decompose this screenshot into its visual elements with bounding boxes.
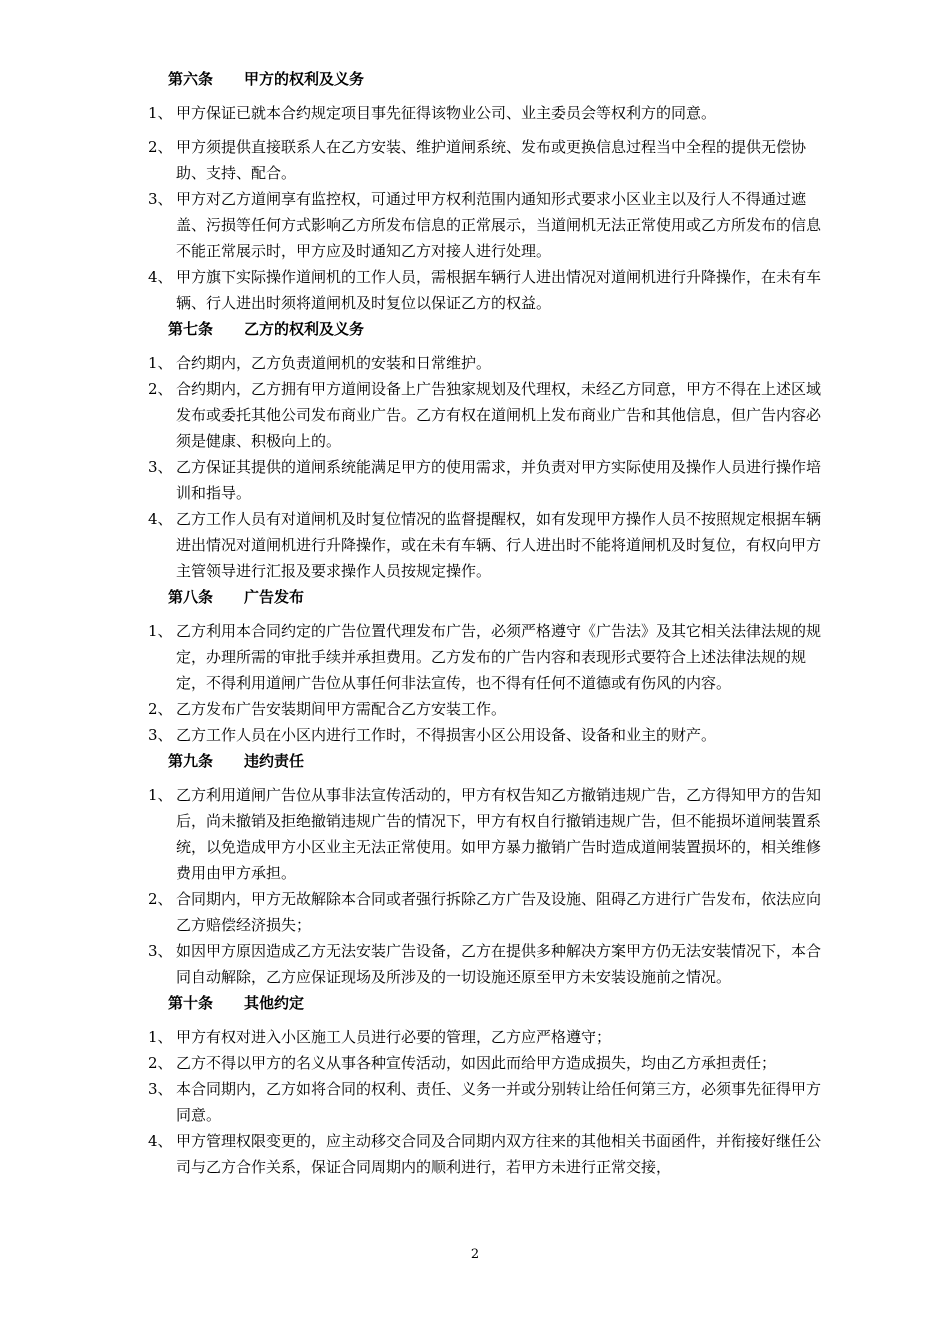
list-item — [148, 350, 823, 376]
spacer — [148, 342, 823, 350]
item-text: 合约期内，乙方拥有甲方道闸设备上广告独家规划及代理权，未经乙方同意，甲方不得在上述区域发布或委托其他公司发布商业广告。乙方有权在道闸机上发布商业广告和其他信息，但广告内容必须是健康、积极向上的。 — [176, 380, 822, 450]
item-index: 2、 — [148, 1054, 173, 1072]
item-index: 1、 — [148, 354, 173, 372]
section-heading-7 — [148, 316, 823, 342]
section-number: 第八条 — [168, 588, 214, 606]
list-item — [148, 886, 823, 938]
item-text: 甲方有权对进入小区施工人员进行必要的管理，乙方应严格遵守； — [176, 1028, 612, 1046]
list-item — [148, 1076, 823, 1128]
document-body — [148, 66, 823, 1180]
spacer — [148, 92, 823, 100]
section-number: 第六条 — [168, 70, 214, 88]
item-index: 2、 — [148, 380, 173, 398]
list-item — [148, 186, 823, 264]
list-item — [148, 506, 823, 584]
list-item — [148, 134, 823, 186]
item-index: 4、 — [148, 1132, 173, 1150]
section-title: 其他约定 — [244, 994, 305, 1012]
item-index: 2、 — [148, 700, 173, 718]
list-item — [148, 722, 823, 748]
list-item — [148, 782, 823, 886]
item-text: 乙方工作人员有对道闸机及时复位情况的监督提醒权，如有发现甲方操作人员不按照规定根据车辆进出情况对道闸机进行升降操作，或在未有车辆、行人进出时不能将道闸机及时复位，有权向甲方主管领导进行汇报及要求操作人员按规定操作。 — [176, 510, 822, 580]
item-index: 4、 — [148, 510, 173, 528]
item-index: 3、 — [148, 942, 173, 960]
item-text: 合同期内，甲方无故解除本合同或者强行拆除乙方广告及设施、阻碍乙方进行广告发布，依法应向乙方赔偿经济损失； — [176, 890, 822, 934]
item-index: 2、 — [148, 890, 173, 908]
section-title: 违约责任 — [244, 752, 305, 770]
item-text: 乙方利用本合同约定的广告位置代理发布广告，必须严格遵守《广告法》及其它相关法律法规的规定，办理所需的审批手续并承担费用。乙方发布的广告内容和表现形式要符合上述法律法规的规定，不得利用道闸广告位从事任何非法宣传，也不得有任何不道德或有伤风的内容。 — [176, 622, 822, 692]
item-text: 甲方对乙方道闸享有监控权，可通过甲方权利范围内通知形式要求小区业主以及行人不得通过遮盖、污损等任何方式影响乙方所发布信息的正常展示，当道闸机无法正常使用或乙方所发布的信息不能正常展示时，甲方应及时通知乙方对接人进行处理。 — [176, 190, 822, 260]
item-text: 乙方不得以甲方的名义从事各种宣传活动，如因此而给甲方造成损失，均由乙方承担责任； — [176, 1054, 777, 1072]
item-text: 乙方利用道闸广告位从事非法宣传活动的，甲方有权告知乙方撤销违规广告，乙方得知甲方的告知后，尚未撤销及拒绝撤销违规广告的情况下，甲方有权自行撤销违规广告，但不能损坏道闸装置系统，以免造成甲方小区业主无法正常使用。如甲方暴力撤销广告时造成道闸装置损坏的，相关维修费用由甲方承担。 — [176, 786, 822, 882]
list-item — [148, 1050, 823, 1076]
list-item — [148, 264, 823, 316]
spacer — [148, 1016, 823, 1024]
section-number: 第七条 — [168, 320, 214, 338]
section-heading-6 — [148, 66, 823, 92]
section-heading-8 — [148, 584, 823, 610]
section-heading-10 — [148, 990, 823, 1016]
list-item — [148, 454, 823, 506]
list-item — [148, 696, 823, 722]
list-item — [148, 938, 823, 990]
item-index: 3、 — [148, 1080, 173, 1098]
item-text: 乙方工作人员在小区内进行工作时，不得损害小区公用设备、设备和业主的财产。 — [176, 726, 717, 744]
item-index: 3、 — [148, 726, 173, 744]
item-index: 3、 — [148, 458, 173, 476]
item-index: 1、 — [148, 1028, 173, 1046]
list-item — [148, 1128, 823, 1180]
section-number: 第九条 — [168, 752, 214, 770]
item-index: 1、 — [148, 104, 173, 122]
item-text: 本合同期内，乙方如将合同的权利、责任、义务一并或分别转让给任何第三方，必须事先征得甲方同意。 — [176, 1080, 822, 1124]
item-text: 乙方发布广告安装期间甲方需配合乙方安装工作。 — [176, 700, 507, 718]
section-heading-9 — [148, 748, 823, 774]
item-text: 如因甲方原因造成乙方无法安装广告设备，乙方在提供多种解决方案甲方仍无法安装情况下，本合同自动解除，乙方应保证现场及所涉及的一切设施还原至甲方未安装设施前之情况。 — [176, 942, 822, 986]
spacer — [148, 610, 823, 618]
item-text: 甲方管理权限变更的，应主动移交合同及合同期内双方往来的其他相关书面函件，并衔接好继任公司与乙方合作关系，保证合同周期内的顺利进行，若甲方未进行正常交接， — [176, 1132, 822, 1176]
list-item — [148, 1024, 823, 1050]
item-text: 乙方保证其提供的道闸系统能满足甲方的使用需求，并负责对甲方实际使用及操作人员进行操作培训和指导。 — [176, 458, 822, 502]
list-item — [148, 100, 823, 126]
item-text: 甲方须提供直接联系人在乙方安装、维护道闸系统、发布或更换信息过程当中全程的提供无偿协助、支持、配合。 — [176, 138, 807, 182]
item-index: 4、 — [148, 268, 173, 286]
list-item — [148, 618, 823, 696]
list-item — [148, 376, 823, 454]
page-number: 2 — [470, 1247, 480, 1262]
item-index: 3、 — [148, 190, 173, 208]
item-text: 甲方旗下实际操作道闸机的工作人员，需根据车辆行人进出情况对道闸机进行升降操作，在未有车辆、行人进出时须将道闸机及时复位以保证乙方的权益。 — [176, 268, 822, 312]
spacer — [148, 126, 823, 134]
spacer — [148, 774, 823, 782]
section-title: 广告发布 — [244, 588, 305, 606]
item-text: 甲方保证已就本合约规定项目事先征得该物业公司、业主委员会等权利方的同意。 — [176, 104, 717, 122]
section-title: 乙方的权利及义务 — [244, 320, 365, 338]
item-text: 合约期内，乙方负责道闸机的安装和日常维护。 — [176, 354, 492, 372]
item-index: 2、 — [148, 138, 173, 156]
section-number: 第十条 — [168, 994, 214, 1012]
section-title: 甲方的权利及义务 — [244, 70, 365, 88]
item-index: 1、 — [148, 622, 173, 640]
item-index: 1、 — [148, 786, 173, 804]
